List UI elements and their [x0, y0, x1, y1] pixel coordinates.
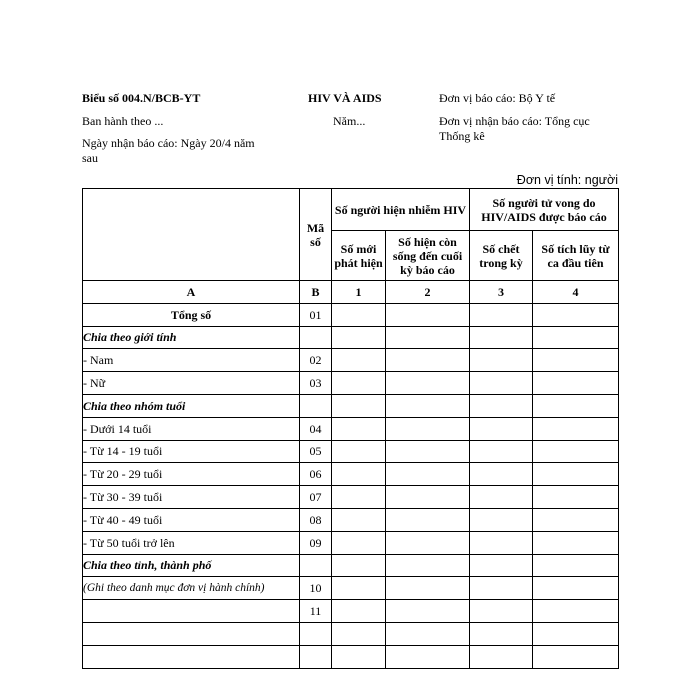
row-code: [300, 645, 332, 668]
header-hiv-group: Số người hiện nhiễm HIV: [332, 189, 470, 231]
unit-label: Đơn vị tính: người: [516, 173, 618, 187]
row-code: 08: [300, 508, 332, 531]
data-cell[interactable]: [470, 303, 533, 326]
form-code: Biểu số 004.N/BCB-YT: [82, 91, 201, 105]
data-cell[interactable]: [470, 463, 533, 486]
row-label: - Từ 50 tuổi trở lên: [83, 531, 300, 554]
row-label: - Nam: [83, 349, 300, 372]
table-row: [83, 622, 619, 645]
table-row: [83, 486, 619, 509]
row-code: [300, 326, 332, 349]
data-cell[interactable]: [470, 554, 533, 577]
table-row: [83, 508, 619, 531]
table-row: [83, 531, 619, 554]
data-cell[interactable]: [332, 440, 386, 463]
row-code: 07: [300, 486, 332, 509]
data-cell[interactable]: [533, 326, 619, 349]
data-cell[interactable]: [386, 440, 470, 463]
index-cell: 1: [332, 281, 386, 304]
table-row: [83, 349, 619, 372]
index-cell: A: [83, 281, 300, 304]
data-cell[interactable]: [470, 486, 533, 509]
index-cell: 2: [386, 281, 470, 304]
header-code: Mã số: [300, 189, 332, 281]
data-cell[interactable]: [470, 417, 533, 440]
row-label: - Từ 40 - 49 tuổi: [83, 508, 300, 531]
table-row: [83, 417, 619, 440]
row-code: 10: [300, 577, 332, 600]
data-cell[interactable]: [332, 417, 386, 440]
table-row: [83, 577, 619, 600]
data-cell[interactable]: [533, 440, 619, 463]
data-cell[interactable]: [470, 577, 533, 600]
report-title: HIV VÀ AIDS: [308, 91, 382, 105]
receiving-unit: Đơn vị nhận báo cáo: Tổng cục Thống kê: [439, 114, 590, 143]
header-death-group: Số người tử vong do HIV/AIDS được báo cáo: [470, 189, 619, 231]
data-cell[interactable]: [533, 600, 619, 623]
row-code: 05: [300, 440, 332, 463]
table-row: [83, 645, 619, 668]
data-cell[interactable]: [386, 622, 470, 645]
row-code: [300, 622, 332, 645]
index-cell: B: [300, 281, 332, 304]
table-row: [83, 554, 619, 577]
data-cell[interactable]: [332, 531, 386, 554]
row-code: 06: [300, 463, 332, 486]
row-label: - Nữ: [83, 372, 300, 395]
data-cell[interactable]: [386, 326, 470, 349]
table-row: [83, 394, 619, 417]
row-code: 04: [300, 417, 332, 440]
header-blank: [83, 189, 300, 281]
data-cell[interactable]: [533, 645, 619, 668]
data-cell[interactable]: [386, 577, 470, 600]
data-cell[interactable]: [332, 554, 386, 577]
issued-by: Ban hành theo ...: [82, 114, 164, 128]
data-cell[interactable]: [470, 531, 533, 554]
data-cell[interactable]: [533, 486, 619, 509]
table-row: [83, 463, 619, 486]
data-cell[interactable]: [386, 349, 470, 372]
data-cell[interactable]: [386, 463, 470, 486]
data-cell[interactable]: [332, 303, 386, 326]
reporting-unit: Đơn vị báo cáo: Bộ Y tế: [439, 91, 556, 105]
data-cell[interactable]: [386, 486, 470, 509]
data-cell[interactable]: [470, 349, 533, 372]
header-col-4: Số tích lũy từ ca đầu tiên: [533, 231, 619, 281]
row-code: 03: [300, 372, 332, 395]
data-cell[interactable]: [386, 531, 470, 554]
data-cell[interactable]: [386, 417, 470, 440]
header-col-1: Số mới phát hiện: [332, 231, 386, 281]
data-cell[interactable]: [470, 326, 533, 349]
header-col-2: Số hiện còn sống đến cuối kỳ báo cáo: [386, 231, 470, 281]
index-cell: 4: [533, 281, 619, 304]
data-cell[interactable]: [533, 531, 619, 554]
data-cell[interactable]: [533, 577, 619, 600]
data-cell[interactable]: [470, 600, 533, 623]
section-label: Chia theo giới tính: [83, 326, 300, 349]
receive-date: Ngày nhận báo cáo: Ngày 20/4 năm sau: [82, 136, 255, 165]
data-cell[interactable]: [470, 440, 533, 463]
data-cell[interactable]: [332, 463, 386, 486]
data-cell[interactable]: [470, 372, 533, 395]
row-code: 01: [300, 303, 332, 326]
row-label: - Từ 14 - 19 tuổi: [83, 440, 300, 463]
row-code: [300, 394, 332, 417]
data-cell[interactable]: [332, 600, 386, 623]
data-cell[interactable]: [470, 622, 533, 645]
data-cell[interactable]: [332, 349, 386, 372]
row-label: [83, 645, 300, 668]
table-row: [83, 326, 619, 349]
row-code: 11: [300, 600, 332, 623]
row-code: [300, 554, 332, 577]
index-row: [83, 281, 619, 304]
row-label: - Từ 30 - 39 tuổi: [83, 486, 300, 509]
table-row: [83, 303, 619, 326]
table-row: [83, 600, 619, 623]
data-cell[interactable]: [332, 577, 386, 600]
data-cell[interactable]: [386, 645, 470, 668]
data-cell[interactable]: [533, 417, 619, 440]
section-label: Chia theo tỉnh, thành phố: [83, 554, 300, 577]
row-label: - Dưới 14 tuổi: [83, 417, 300, 440]
data-cell[interactable]: [332, 508, 386, 531]
data-cell[interactable]: [332, 622, 386, 645]
row-label: [83, 600, 300, 623]
index-cell: 3: [470, 281, 533, 304]
data-cell[interactable]: [533, 372, 619, 395]
table-row: [83, 372, 619, 395]
data-cell[interactable]: [332, 645, 386, 668]
data-cell[interactable]: [386, 303, 470, 326]
data-cell[interactable]: [533, 394, 619, 417]
row-label: Tổng số: [83, 303, 300, 326]
row-label: - Từ 20 - 29 tuổi: [83, 463, 300, 486]
data-cell[interactable]: [386, 508, 470, 531]
report-year: Năm...: [333, 114, 366, 128]
data-cell[interactable]: [386, 600, 470, 623]
data-cell[interactable]: [533, 349, 619, 372]
data-cell[interactable]: [332, 486, 386, 509]
row-note: (Ghi theo danh mục đơn vị hành chính): [83, 577, 300, 600]
data-cell[interactable]: [533, 622, 619, 645]
data-cell[interactable]: [470, 508, 533, 531]
header-col-3: Số chết trong kỳ: [470, 231, 533, 281]
data-cell[interactable]: [332, 326, 386, 349]
data-cell[interactable]: [533, 508, 619, 531]
data-cell[interactable]: [533, 463, 619, 486]
data-cell[interactable]: [386, 394, 470, 417]
data-cell[interactable]: [332, 394, 386, 417]
data-cell[interactable]: [332, 372, 386, 395]
data-cell[interactable]: [386, 554, 470, 577]
data-cell[interactable]: [386, 372, 470, 395]
row-label: [83, 622, 300, 645]
row-code: 09: [300, 531, 332, 554]
data-cell[interactable]: [533, 303, 619, 326]
row-code: 02: [300, 349, 332, 372]
data-cell[interactable]: [533, 554, 619, 577]
table-row: [83, 440, 619, 463]
report-table: [82, 188, 619, 669]
data-cell[interactable]: [470, 645, 533, 668]
data-cell[interactable]: [470, 394, 533, 417]
section-label: Chia theo nhóm tuổi: [83, 394, 300, 417]
